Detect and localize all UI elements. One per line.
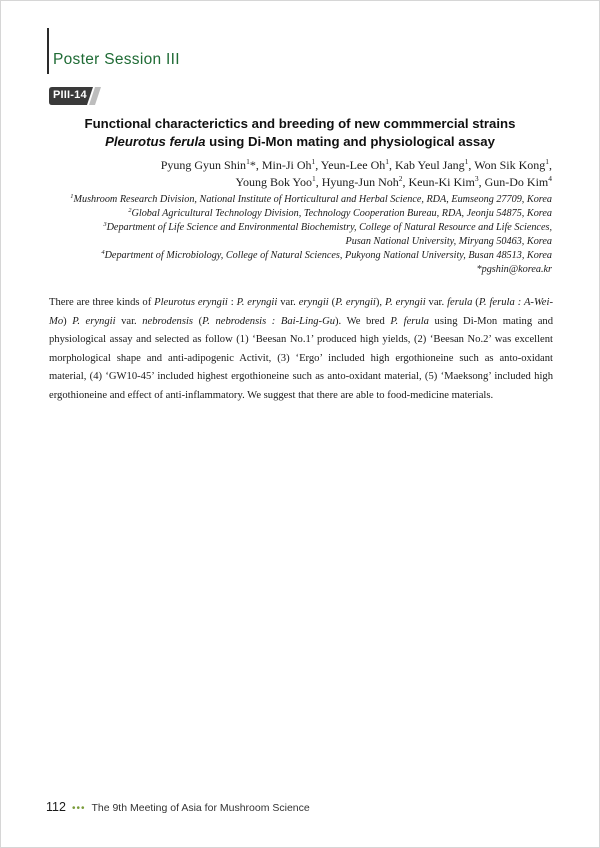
meeting-name: The 9th Meeting of Asia for Mushroom Science [91,802,310,814]
affiliation-line [32,249,552,263]
paper-title-rest: using Di-Mon mating and physiological assay [205,134,495,149]
author-affiliation-mark: 1 [545,157,549,166]
poster-code: PIII-14 [53,89,87,101]
abstract-italic-text: nebrodensis [142,315,194,327]
author-name: Yeun-Lee Oh [320,158,386,172]
author-affiliation-mark: 1 [246,157,250,166]
author-affiliation-mark: 1 [312,174,316,183]
affiliation-mark: 3 [103,221,107,228]
author-name: Min-Ji Oh [261,158,312,172]
abstract-text: ( [328,297,336,308]
abstract-italic-text: P. ferula : A-Wei-Mo [49,297,553,327]
abstract-italic-text: P. ferula [390,315,429,327]
abstract-text: : [227,297,237,308]
author-name: Pyung Gyun Shin [160,158,247,172]
affiliation-text: Department of Life Science and Environmental Biochemistry, College of Natural Resource and Life Sciences, [106,222,552,233]
session-title: Poster Session III [53,51,180,68]
author-affiliation-mark: 1 [385,157,389,166]
author-affiliation-mark: 2 [398,174,403,183]
poster-badge [49,87,105,105]
affiliation-text: *pgshin@korea.kr [476,264,552,275]
affiliation-line [32,193,552,207]
affiliation-mark: 1 [70,193,74,200]
abstract-italic-text: P. eryngii [335,297,376,308]
author-name: Hyung-Jun Noh [321,175,399,189]
abstract-italic-text: P. nebrodensis : Bai-Ling-Gu [202,315,336,327]
author-name: Won Sik Kong [474,158,546,172]
author-affiliation-mark: 1 [464,157,469,166]
abstract-italic-text: P. eryngii [72,315,116,327]
affiliation-line [32,207,552,221]
author-affiliation-mark: 1 [311,157,316,166]
page-number: 112 [46,800,66,814]
affiliation-text: Pusan National University, Miryang 50463, Korea [345,236,552,247]
affiliation-mark: 4 [101,249,105,256]
page-footer [46,800,310,814]
footer-dots: ••• [71,803,86,814]
abstract-italic-text: P. eryngii [384,297,426,308]
author-line-2: Young Bok Yoo$^1$, Hyung-Jun Noh$^2$, Keun-Ki Kim$^3$, Gun-Do Kim$^4$ [235,174,552,189]
author-name: Keun-Ki Kim [408,175,475,189]
author-line-1: Pyung Gyun Shin$^1$*, Min-Ji Oh$^1$, Yeun-Lee Oh$^1$, Kab Yeul Jang$^1$, Won Sik Kong$^1$, [160,157,552,172]
abstract-text: var. [277,297,299,308]
abstract-text: ) [63,315,73,327]
abstract-text: ( [472,297,479,308]
affiliation-text: Mushroom Research Division, National Institute of Horticultural and Herbal Science, RDA, Eumseong 27709, Korea [73,194,552,205]
abstract-italic-text: Pleurotus eryngii [154,297,228,308]
abstract-italic-text: ferula [447,297,473,308]
abstract-italic-text: eryngii [298,297,329,308]
abstract-italic-text: P. eryngii [236,297,278,308]
corresponding-mark: * [249,158,256,172]
abstract-text: There are three kinds of [49,297,155,308]
session-divider [47,28,49,74]
abstract [49,294,553,406]
affiliation-line [32,263,552,277]
abstract-text: ). We bred [335,315,391,327]
author-name: Kab Yeul Jang [394,158,465,172]
affiliation-line [32,235,552,249]
author-affiliation-mark: 4 [548,174,552,183]
author-affiliation-mark: 3 [474,174,479,183]
abstract-text: var. [115,315,143,327]
abstract-text: var. [425,297,448,308]
abstract-text: ( [193,315,203,327]
author-name: Young Bok Yoo [235,175,312,189]
author-name: Gun-Do Kim [484,175,549,189]
affiliation-text: Department of Microbiology, College of Natural Sciences, Pukyong National University, Busan 48513, Korea [104,250,552,261]
species-name: Pleurotus ferula [105,134,206,149]
abstract-text: ), [375,297,385,308]
abstract-text: using Di-Mon mating and physiological assay and selected as follow (1) ‘Beesan No.1’ produced high yields, (2) ‘Beesan No.2’ was excellent morphological shape and anti-adipogenic Activit, (3) ‘Ergo’ included high ergothioneine such as anto-oxidant material, (4) ‘GW10-45’ included highest ergothioneine such as anto-oxidant material, (5) ‘Maeksong’ included high ergothioneine and effect of anti-inflammatory. We suggest that there are able to food-medicine materials. [49,315,554,401]
paper-title-line2 [40,134,560,149]
paper-title-line1: Functional characterictics and breeding of new commmercial strains [84,116,516,131]
affiliation-mark: 2 [128,207,132,214]
affiliation-line [32,221,552,235]
affiliation-text: Global Agricultural Technology Division, Technology Cooperation Bureau, RDA, Jeonju 54875, Korea [131,208,552,219]
